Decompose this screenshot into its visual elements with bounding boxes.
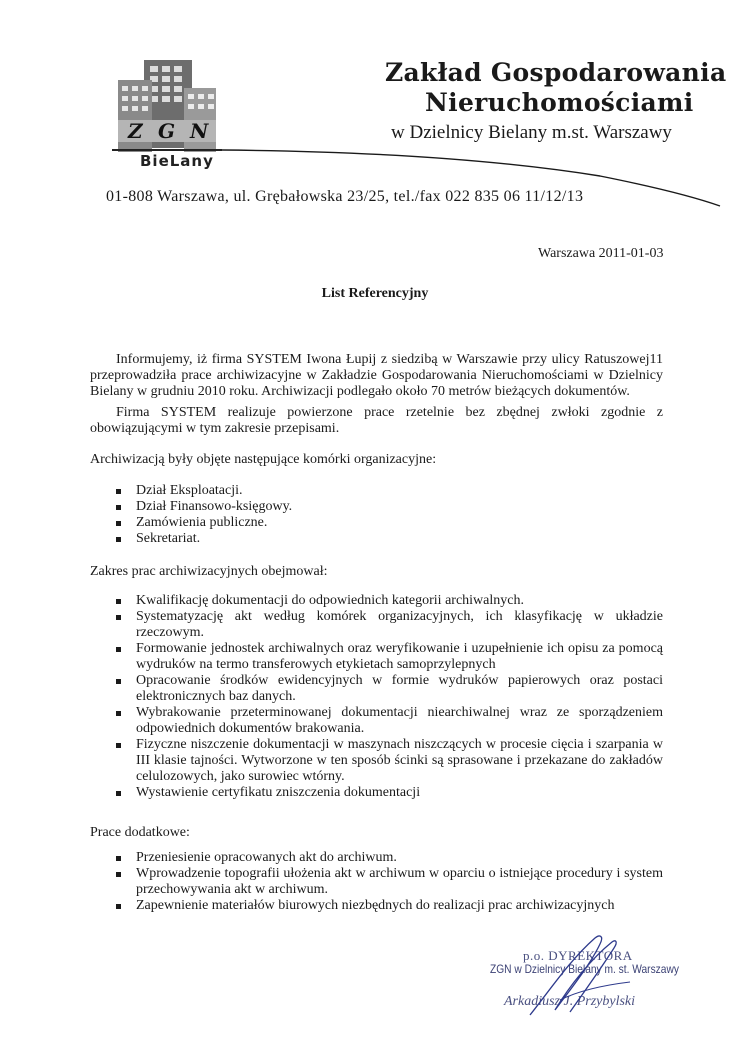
bullet-icon [116, 872, 121, 877]
extra-heading: Prace dodatkowe: [90, 825, 190, 840]
bullet-icon [116, 615, 121, 620]
bullet-icon [116, 521, 121, 526]
units-list [0, 483, 536, 547]
bullet-icon [116, 904, 121, 909]
bullet-icon [116, 679, 121, 684]
units-heading: Archiwizacją były objęte następujące komórki organizacyjne: [90, 452, 437, 467]
intro-text-2: Firma SYSTEM realizuje powierzone prace rzetelnie bez zbędnej zwłoki zgodnie z obowiązującymi w tym zakresie przepisami. [90, 405, 663, 436]
intro-text-1: Informujemy, iż firma SYSTEM Iwona Łupij z siedzibą w Warszawie przy ulicy Ratuszowej11 przeprowadziła prace archiwizacyjne w Zakładzie Gospodarowania Nieruchomościami w Dzielnicy Bielany w grudniu 2010 roku. Archiwizacji podlegało około 70 metrów bieżących dokumentów. [90, 352, 663, 399]
list-item: Przeniesienie opracowanych akt do archiwum. [0, 850, 663, 866]
stamp-signatory: Arkadiusz J. Przybylski [504, 994, 636, 1009]
scope-list [0, 593, 663, 801]
bullet-icon [116, 743, 121, 748]
svg-text:BieLany: BieLany [140, 152, 214, 170]
stamp-title: p.o. DYREKTORA [523, 948, 633, 963]
list-item: Zamówienia publiczne. [0, 515, 536, 531]
svg-text:N: N [190, 119, 209, 143]
letter-title: List Referencyjny [321, 286, 429, 301]
intro-paragraph-2 [90, 405, 663, 437]
bullet-icon [116, 537, 121, 542]
list-item: Systematyzację akt według komórek organizacyjnych, ich klasyfikację w układzie rzeczowym. [0, 609, 663, 641]
org-name-line1: Zakład Gospodarowania [385, 58, 727, 87]
svg-text:G: G [158, 119, 176, 143]
svg-text:Z: Z [128, 119, 143, 143]
handwritten-signature [500, 930, 640, 1020]
org-name-line2: Nieruchomościami [425, 88, 694, 117]
list-item: Formowanie jednostek archiwalnych oraz weryfikowanie i uzupełnienie ich opisu za pomocą wydruków na termo transferowych etykietach samoprzylepnych [0, 641, 663, 673]
list-item: Fizyczne niszczenie dokumentacji w maszynach niszczących w procesie cięcia i szarpania w III klasie tajności. Wytworzone w ten sposób ścinki są sprasowane i przekazane do zakładów celulozowych, jako surowiec wtórny. [0, 737, 663, 785]
org-address: 01-808 Warszawa, ul. Grębałowska 23/25, tel./fax 022 835 06 11/12/13 [106, 188, 584, 205]
org-name-line3: w Dzielnicy Bielany m.st. Warszawy [391, 122, 672, 143]
list-item: Zapewnienie materiałów biurowych niezbędnych do realizacji prac archiwizacyjnych [0, 898, 663, 914]
list-item: Kwalifikację dokumentacji do odpowiednich kategorii archiwalnych. [0, 593, 663, 609]
scope-heading: Zakres prac archiwizacyjnych obejmował: [90, 564, 328, 579]
stamp-institution: ZGN w Dzielnicy Bielany m. st. Warszawy [490, 962, 679, 976]
intro-paragraph-1 [90, 352, 663, 400]
list-item: Dział Eksploatacji. [0, 483, 536, 499]
zgn-logo [112, 58, 222, 170]
bullet-icon [116, 505, 121, 510]
bullet-icon [116, 791, 121, 796]
list-item: Sekretariat. [0, 531, 536, 547]
list-item: Dział Finansowo-księgowy. [0, 499, 536, 515]
bullet-icon [116, 711, 121, 716]
list-item: Wprowadzenie topografii ułożenia akt w archiwum w oparciu o istniejące procedury i system przechowywania akt w archiwum. [0, 866, 663, 898]
bullet-icon [116, 647, 121, 652]
list-item: Opracowanie środków ewidencyjnych w formie wydruków papierowych oraz postaci elektronicznych baz danych. [0, 673, 663, 705]
extra-list [0, 850, 663, 914]
bullet-icon [116, 599, 121, 604]
list-item: Wybrakowanie przeterminowanej dokumentacji niearchiwalnej wraz ze sporządzeniem odpowiednich dokumentów brakowania. [0, 705, 663, 737]
bullet-icon [116, 856, 121, 861]
letter-date: Warszawa 2011-01-03 [538, 246, 664, 261]
list-item: Wystawienie certyfikatu zniszczenia dokumentacji [0, 785, 663, 801]
bullet-icon [116, 489, 121, 494]
